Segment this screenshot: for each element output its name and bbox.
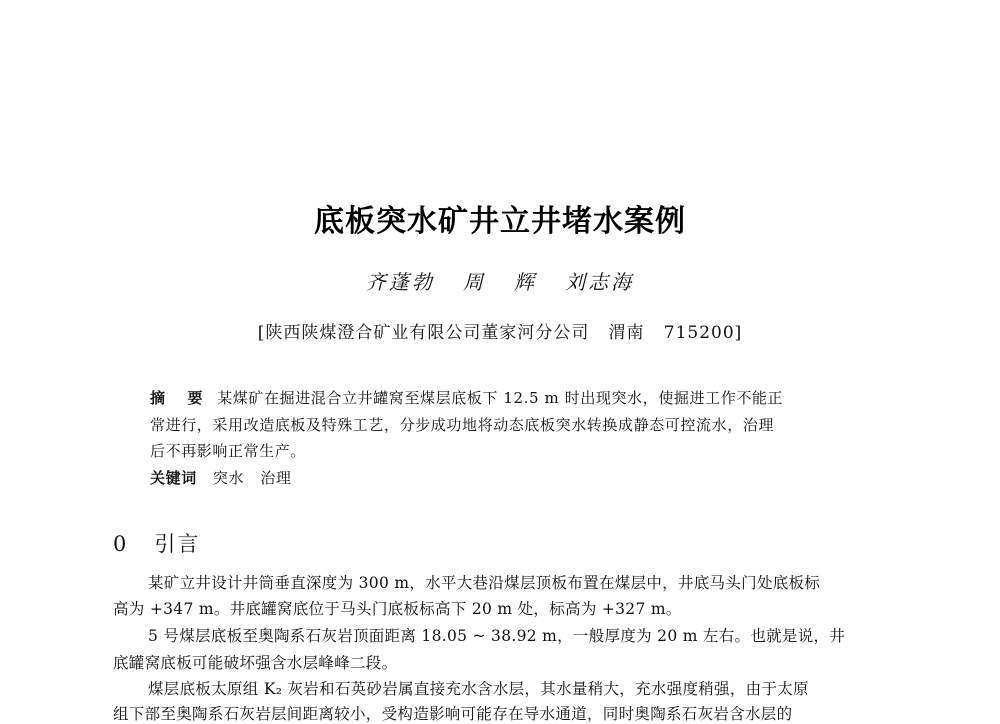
keywords-label: 关键词 xyxy=(150,469,197,487)
abstract-line-2: 常进行，采用改造底板及特殊工艺，分步成功地将动态底板突水转换成静态可控流水，治理 xyxy=(150,416,775,434)
author-affiliation: [陕西陕煤澄合矿业有限公司董家河分公司 渭南 715200] xyxy=(257,323,743,343)
body-paragraph-line: 某矿立井设计井筒垂直深度为 300 m，水平大巷沿煤层顶板布置在煤层中，井底马头门处底板标 xyxy=(148,574,821,592)
keywords-line xyxy=(150,467,291,488)
abstract-line-3: 后不再影响正常生产。 xyxy=(150,442,307,460)
body-paragraph-line: 底罐窝底板可能破坏强含水层峰峰二段。 xyxy=(113,654,398,672)
body-paragraph-line: 高为 +347 m。井底罐窝底位于马头门底板标高下 20 m 处，标高为 +327 m。 xyxy=(113,600,682,618)
body-paragraph-line: 组下部至奥陶系石灰岩层间距离较小，受构造影响可能存在导水通道，同时奥陶系石灰岩含水层的 xyxy=(113,705,793,723)
section-heading-introduction: 0 引言 xyxy=(113,532,201,556)
abstract-label: 摘 要 xyxy=(150,389,207,407)
body-paragraph-line: 5 号煤层底板至奥陶系石灰岩顶面距离 18.05 ~ 38.92 m，一般厚度为 20 m 左右。也就是说，井 xyxy=(148,627,846,645)
abstract-text-1: 某煤矿在掘进混合立井罐窝至煤层底板下 12.5 m 时出现突水，使掘进工作不能正 xyxy=(217,389,784,407)
keywords-text: 突水 治理 xyxy=(212,469,292,487)
paper-title: 底板突水矿井立井堵水案例 xyxy=(314,204,686,239)
body-paragraph-line: 煤层底板太原组 K₂ 灰岩和石英砂岩属直接充水含水层，其水量稍大，充水强度稍强，由于太原 xyxy=(148,680,809,698)
abstract-line-1 xyxy=(150,387,783,408)
author-list: 齐蓬勃 周 辉 刘志海 xyxy=(365,270,635,294)
